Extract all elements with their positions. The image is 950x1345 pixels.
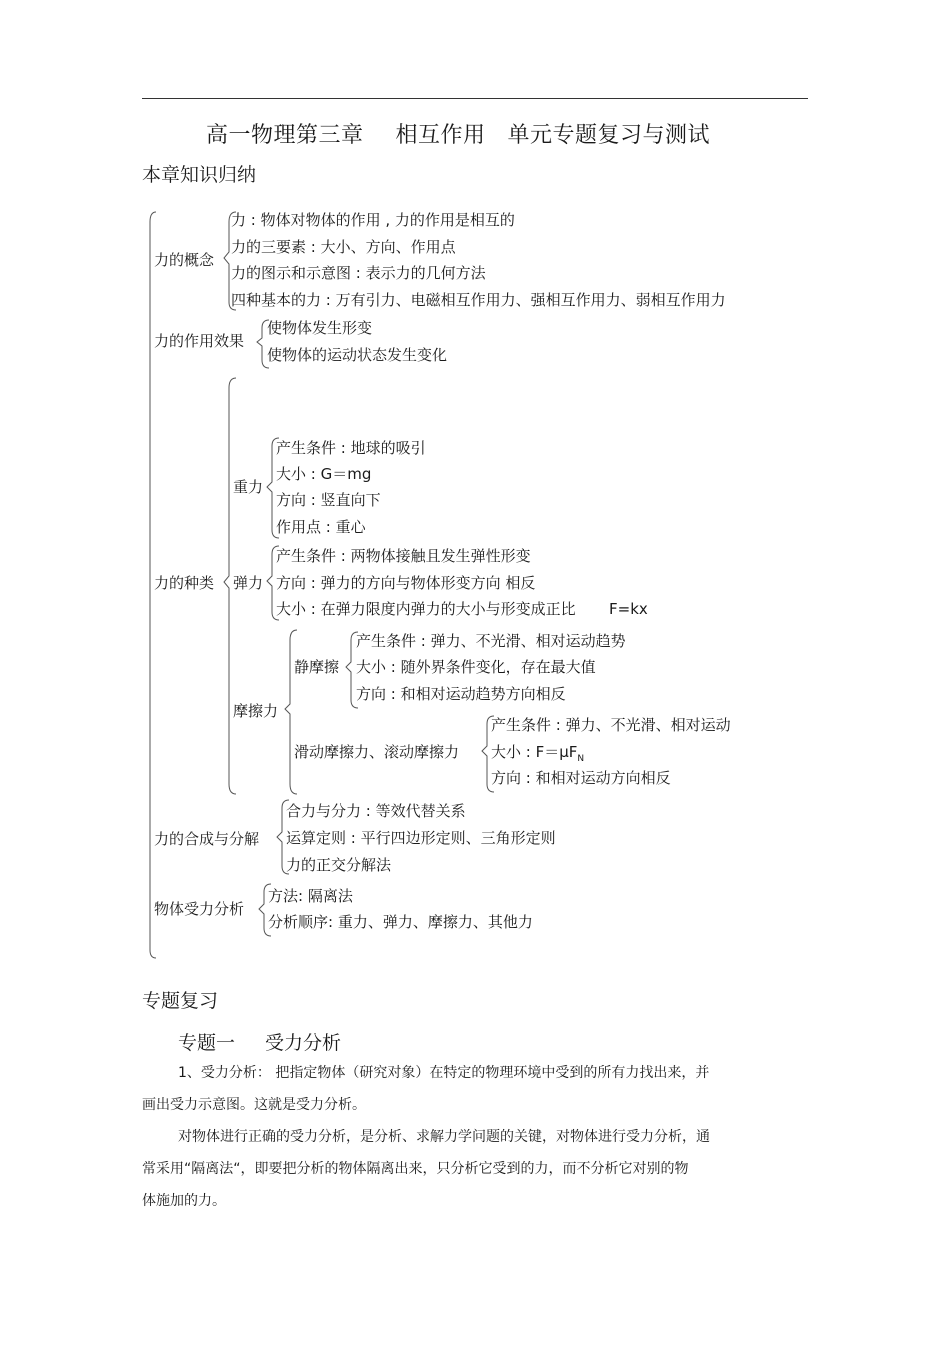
elastic-item-2: 方向 : 弹力的方向与物体形变方向 相反 <box>276 574 536 592</box>
node-concept: 力的概念 <box>154 251 215 269</box>
composition-item-1: 合力与分力 : 等效代替关系 <box>286 802 466 820</box>
paragraph-2-line-2: 常采用“隔离法“，即要把分析的物体隔离出来，只分析它受到的力，而不分析它对别的物 <box>142 1161 689 1177</box>
paragraph-2-line-3: 体施加的力。 <box>142 1193 226 1209</box>
effect-item-2: 使物体的运动状态发生变化 <box>267 346 448 364</box>
node-composition: 力的合成与分解 <box>154 830 260 848</box>
title-part-1: 高一物理第三章 <box>206 123 364 148</box>
sliding-item-1: 产生条件 : 弹力、不光滑、相对运动 <box>491 716 731 734</box>
node-analysis: 物体受力分析 <box>154 900 245 918</box>
node-kinds: 力的种类 <box>154 574 215 592</box>
node-static-friction: 静摩擦 <box>294 658 340 676</box>
topic1-heading <box>178 1028 341 1055</box>
concept-item-1: 力 : 物体对物体的作用 , 力的作用是相互的 <box>231 211 515 229</box>
title-part-3: 单元专题复习与测试 <box>507 123 711 148</box>
topic1-label: 专题一 <box>178 1032 236 1054</box>
node-friction: 摩擦力 <box>233 702 279 720</box>
paragraph-1-line-1: 1、受力分析： 把指定物体（研究对象）在特定的物理环境中受到的所有力找出来，并 <box>178 1065 710 1081</box>
analysis-item-1: 方法: 隔离法 <box>268 887 353 905</box>
section-summary-heading: 本章知识归纳 <box>142 164 257 186</box>
sliding-item-2-subscript: N <box>577 754 585 764</box>
concept-item-2: 力的三要素 : 大小、方向、作用点 <box>231 238 456 256</box>
composition-item-2: 运算定则 : 平行四边形定则、三角形定则 <box>286 829 556 847</box>
gravity-item-2: 大小 : G＝mg <box>276 465 372 483</box>
composition-item-3: 力的正交分解法 <box>286 856 392 874</box>
sliding-item-2 <box>491 742 584 769</box>
title-part-2: 相互作用 <box>395 123 486 148</box>
node-elastic: 弹力 <box>233 574 264 592</box>
effect-item-1: 使物体发生形变 <box>267 319 373 337</box>
elastic-formula: F=kx <box>609 600 648 618</box>
analysis-item-2: 分析顺序: 重力、弹力、摩擦力、其他力 <box>268 913 533 931</box>
brace-friction <box>285 630 297 794</box>
sliding-item-2-text: 大小 : F＝μF <box>491 743 578 761</box>
static-item-3: 方向 : 和相对运动趋势方向相反 <box>356 685 566 703</box>
gravity-item-3: 方向 : 竖直向下 <box>276 491 381 509</box>
node-effect: 力的作用效果 <box>154 332 245 350</box>
paragraph-2-line-1: 对物体进行正确的受力分析，是分析、求解力学问题的关键，对物体进行受力分析，通 <box>178 1129 710 1145</box>
elastic-item-1: 产生条件 : 两物体接触且发生弹性形变 <box>276 547 531 565</box>
gravity-item-4: 作用点 : 重心 <box>276 518 366 536</box>
topic1-name: 受力分析 <box>265 1032 342 1054</box>
static-item-2: 大小 : 随外界条件变化，存在最大值 <box>356 658 596 676</box>
gravity-item-1: 产生条件 : 地球的吸引 <box>276 439 426 457</box>
node-sliding-friction: 滑动摩擦力、滚动摩擦力 <box>294 743 460 761</box>
node-gravity: 重力 <box>233 478 264 496</box>
elastic-item-3: 大小 : 在弹力限度内弹力的大小与形变成正比 <box>276 600 576 618</box>
concept-item-3: 力的图示和示意图 : 表示力的几何方法 <box>231 264 486 282</box>
sliding-item-3: 方向 : 和相对运动方向相反 <box>491 769 671 787</box>
static-item-1: 产生条件 : 弹力、不光滑、相对运动趋势 <box>356 632 626 650</box>
concept-item-4: 四种基本的力 : 万有引力、电磁相互作用力、强相互作用力、弱相互作用力 <box>231 291 726 309</box>
paragraph-1-line-2: 画出受力示意图。这就是受力分析。 <box>142 1097 366 1113</box>
section-review-heading: 专题复习 <box>142 990 219 1012</box>
